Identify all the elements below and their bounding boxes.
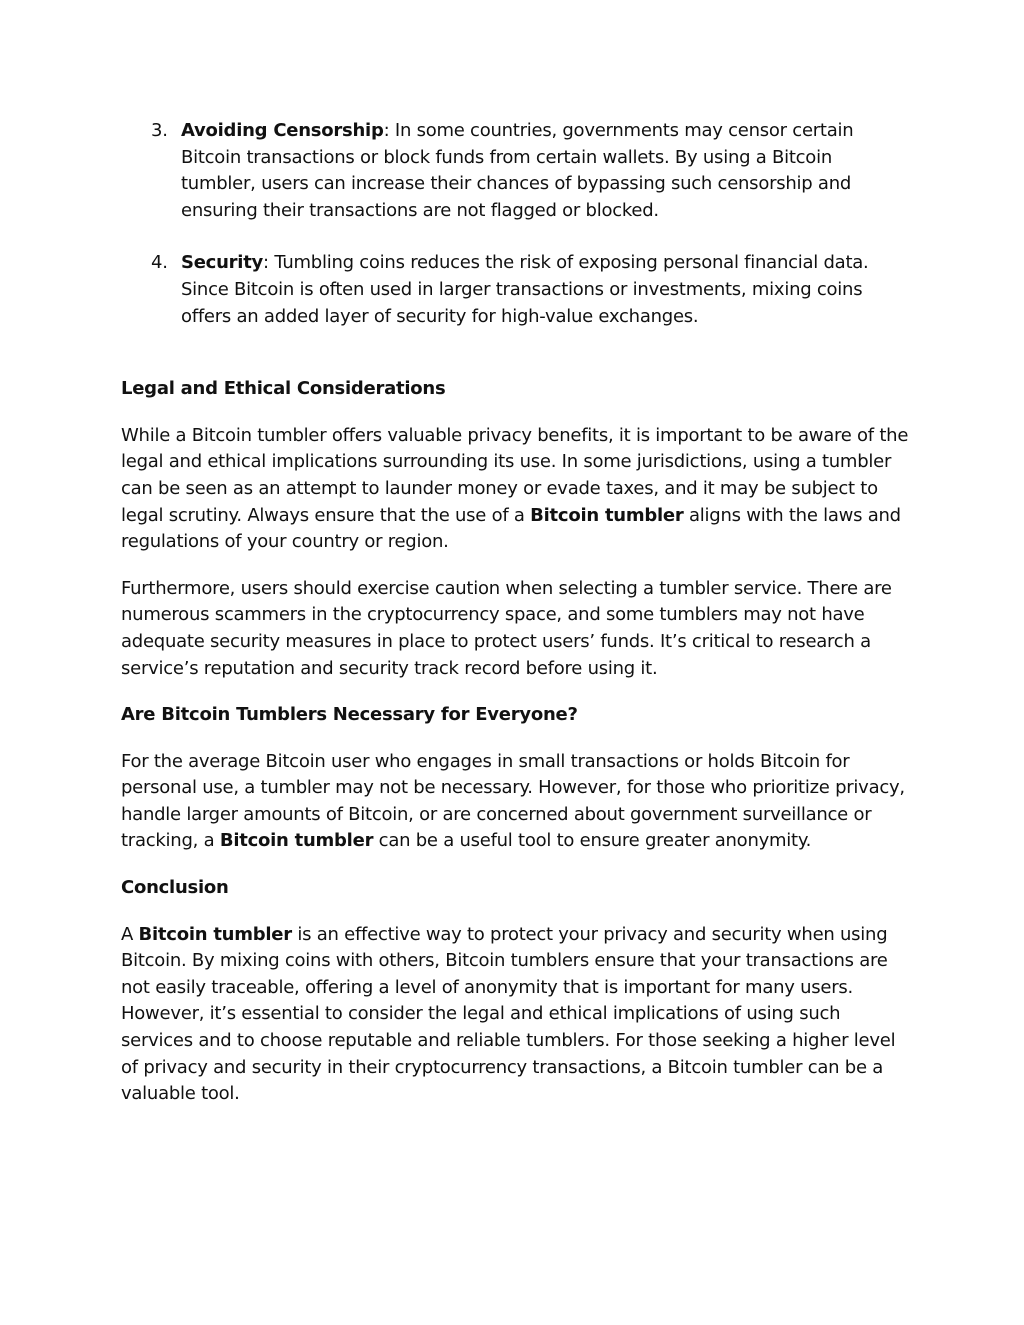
- list-text: : Tumbling coins reduces the risk of exposing personal financial data. Since Bitcoin is often used in larger transactions or investments, mixing coins offers an added layer of security for high-value exchanges.: [181, 252, 869, 327]
- list-item-avoiding-censorship: [121, 118, 911, 224]
- section-heading-necessary: Are Bitcoin Tumblers Necessary for Everyone?: [121, 704, 578, 726]
- list-text: : In some countries, governments may censor certain Bitcoin transactions or block funds from certain wallets. By using a Bitcoin tumbler, users can increase their chances of bypassing such censorship and ensuring their transactions are not flagged or blocked.: [181, 120, 854, 221]
- bold-term: Bitcoin tumbler: [138, 923, 292, 945]
- paragraph-text: While a Bitcoin tumbler offers valuable privacy benefits, it is important to be aware of the legal and ethical implications surrounding its use. In some jurisdictions, using a tumbler can be seen as an attempt to launder money or evade taxes, and it may be subject to legal scrutiny. Always ensure that the use of a: [121, 424, 909, 526]
- paragraph-text: can be a useful tool to ensure greater anonymity.: [373, 830, 812, 852]
- list-number: 4.: [151, 252, 168, 274]
- paragraph-legal-1: [121, 423, 911, 556]
- list-term: Security: [181, 252, 264, 274]
- paragraph-legal-2: Furthermore, users should exercise caution when selecting a tumbler service. There are numerous scammers in the cryptocurrency space, and some tumblers may not have adequate security measures in place to protect users’ funds. It’s critical to research a service’s reputation and security track record before using it.: [121, 577, 892, 679]
- paragraph-necessary: [121, 749, 911, 855]
- paragraph-text: is an effective way to protect your privacy and security when using Bitcoin. By mixing coins with others, Bitcoin tumblers ensure that your transactions are not easily traceable, offering a level of anonymity that is important for many users. However, it’s essential to consider the legal and ethical implications of using such services and to choose reputable and reliable tumblers. For those seeking a higher level of privacy and security in their cryptocurrency transactions, a Bitcoin tumbler can be a valuable tool.: [121, 923, 896, 1105]
- list-term: Avoiding Censorship: [181, 120, 384, 141]
- paragraph-text: For the average Bitcoin user who engages in small transactions or holds Bitcoin for personal use, a tumbler may not be necessary. However, for those who prioritize privacy, handle larger amounts of Bitcoin, or are concerned about government surveillance or tracking, a: [121, 750, 905, 852]
- paragraph-text: aligns with the laws and regulations of your country or region.: [121, 504, 901, 553]
- document-page: [121, 118, 911, 1108]
- paragraph-text: A: [121, 923, 139, 945]
- section-heading-legal: Legal and Ethical Considerations: [121, 378, 446, 400]
- section-heading-conclusion: Conclusion: [121, 877, 229, 899]
- bold-term: Bitcoin tumbler: [219, 830, 374, 852]
- paragraph-conclusion: [121, 922, 911, 1108]
- list-item-security: [121, 250, 911, 330]
- list-number: 3.: [151, 120, 168, 141]
- bold-term: Bitcoin tumbler: [530, 504, 684, 526]
